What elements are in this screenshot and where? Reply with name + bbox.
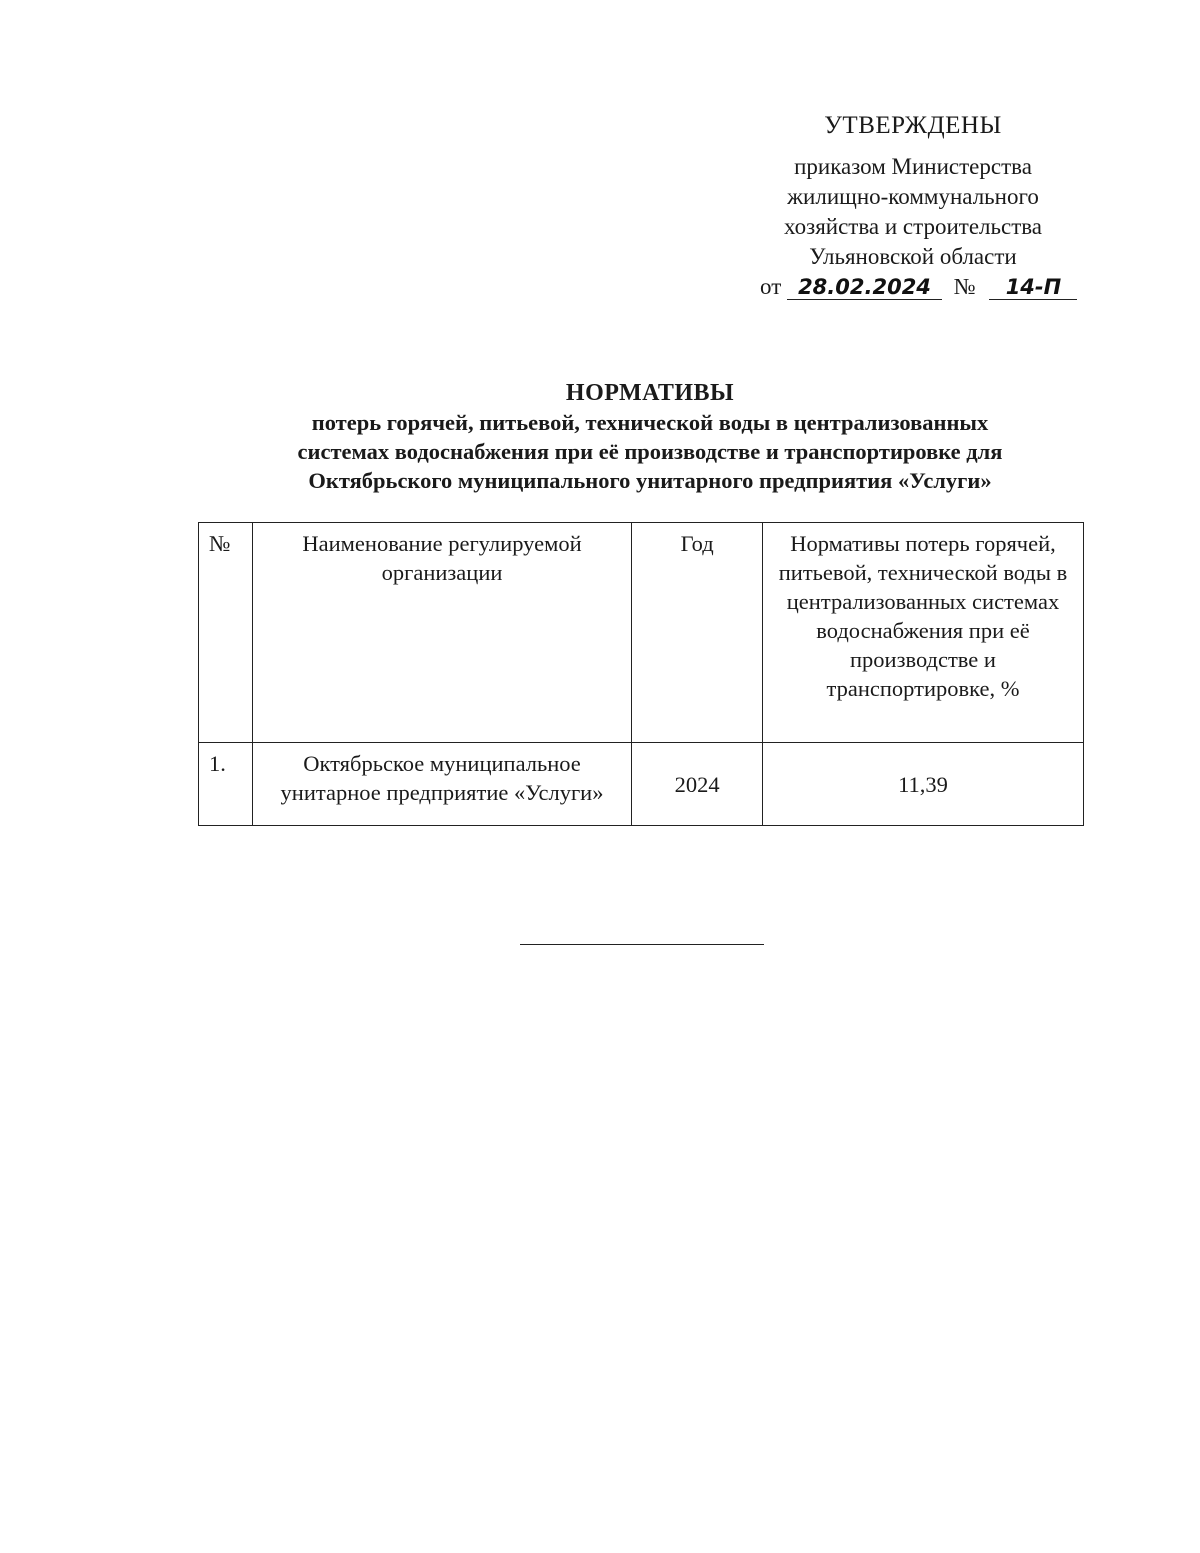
handwritten-date: 28.02.2024 — [787, 275, 942, 300]
cell-name: Октябрьское муниципальное унитарное предприятие «Услуги» — [252, 743, 632, 826]
cell-norm: 11,39 — [762, 743, 1083, 826]
number-sign: № — [953, 274, 976, 299]
approval-line: хозяйства и строительства — [783, 214, 1043, 239]
date-prefix: от — [760, 274, 782, 299]
approval-line: приказом Министерства — [794, 154, 1032, 179]
cell-no: 1. — [199, 743, 253, 826]
approval-line: Ульяновской области — [809, 244, 1017, 269]
header-no: № — [199, 523, 253, 743]
header-year: Год — [632, 523, 763, 743]
approval-block — [748, 112, 1078, 302]
norms-table — [198, 522, 1084, 826]
end-divider — [520, 944, 764, 945]
cell-year: 2024 — [632, 743, 763, 826]
title-line: Октябрьского муниципального унитарного предприятия «Услуги» — [308, 468, 992, 493]
order-date-number — [748, 272, 1078, 302]
title-line: потерь горячей, питьевой, технической воды в централизованных — [311, 410, 989, 435]
header-name: Наименование регулируемой организации — [252, 523, 632, 743]
handwritten-number: 14-П — [989, 275, 1077, 300]
title-line: системах водоснабжения при её производстве и транспортировке для — [297, 439, 1003, 464]
header-norm: Нормативы потерь горячей, питьевой, технической воды в централизованных системах водоснабжения при её производстве и транспортировке, % — [762, 523, 1083, 743]
approval-heading: УТВЕРЖДЕНЫ — [824, 112, 1002, 139]
table-row — [199, 743, 1084, 826]
approval-line: жилищно-коммунального — [787, 184, 1039, 209]
document-title — [200, 378, 1100, 495]
title-main: НОРМАТИВЫ — [565, 380, 735, 406]
table-header-row — [199, 523, 1084, 743]
